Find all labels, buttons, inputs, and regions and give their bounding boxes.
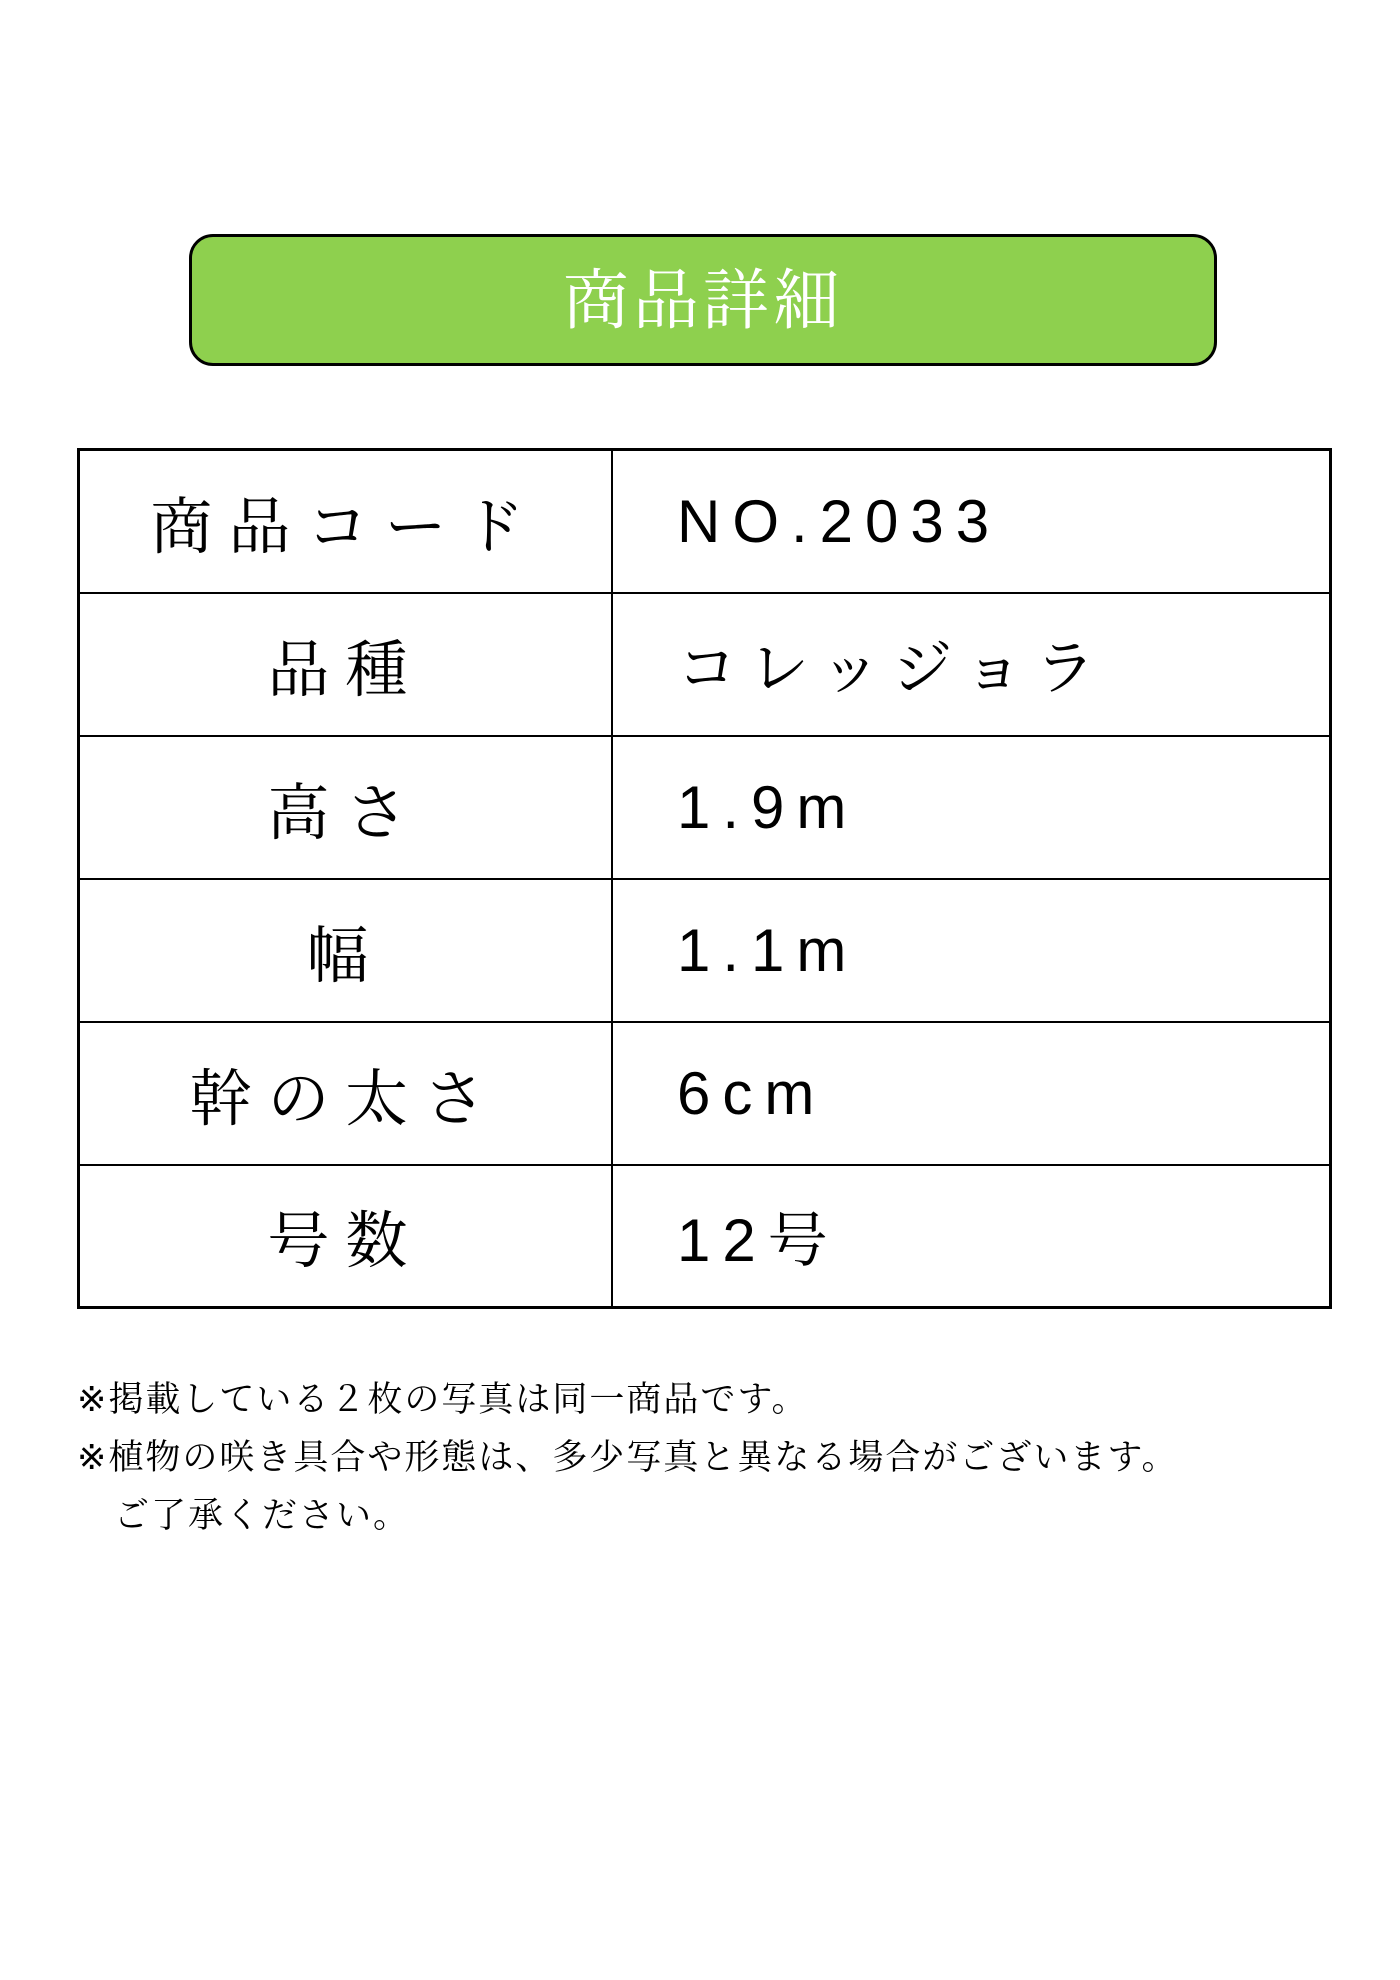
spec-label: 高さ (79, 736, 613, 879)
note-line: ※掲載している２枚の写真は同一商品です。 (77, 1380, 809, 1419)
spec-label: 幹の太さ (79, 1022, 613, 1165)
spec-value: 12号 (612, 1165, 1331, 1308)
table-row (79, 450, 1331, 593)
product-spec-table (77, 448, 1332, 1309)
spec-label: 品種 (79, 593, 613, 736)
spec-value: 1.9m (612, 736, 1331, 879)
notes (77, 1371, 1357, 1545)
table-row (79, 593, 1331, 736)
spec-label: 号数 (79, 1165, 613, 1308)
spec-value: NO.2033 (612, 450, 1331, 593)
table-row (79, 1022, 1331, 1165)
spec-value: 1.1m (612, 879, 1331, 1022)
product-details-banner (189, 234, 1217, 366)
table-row (79, 736, 1331, 879)
spec-label: 商品コード (79, 450, 613, 593)
note-line: ※植物の咲き具合や形態は、多少写真と異なる場合がございます。 (77, 1438, 1179, 1477)
spec-value: 6cm (612, 1022, 1331, 1165)
banner-title: 商品詳細 (563, 263, 843, 337)
table-row (79, 879, 1331, 1022)
spec-table-body (79, 450, 1331, 1308)
spec-label: 幅 (79, 879, 613, 1022)
table-row (79, 1165, 1331, 1308)
spec-value: コレッジョラ (612, 593, 1331, 736)
note-line: ご了承ください。 (77, 1496, 411, 1535)
